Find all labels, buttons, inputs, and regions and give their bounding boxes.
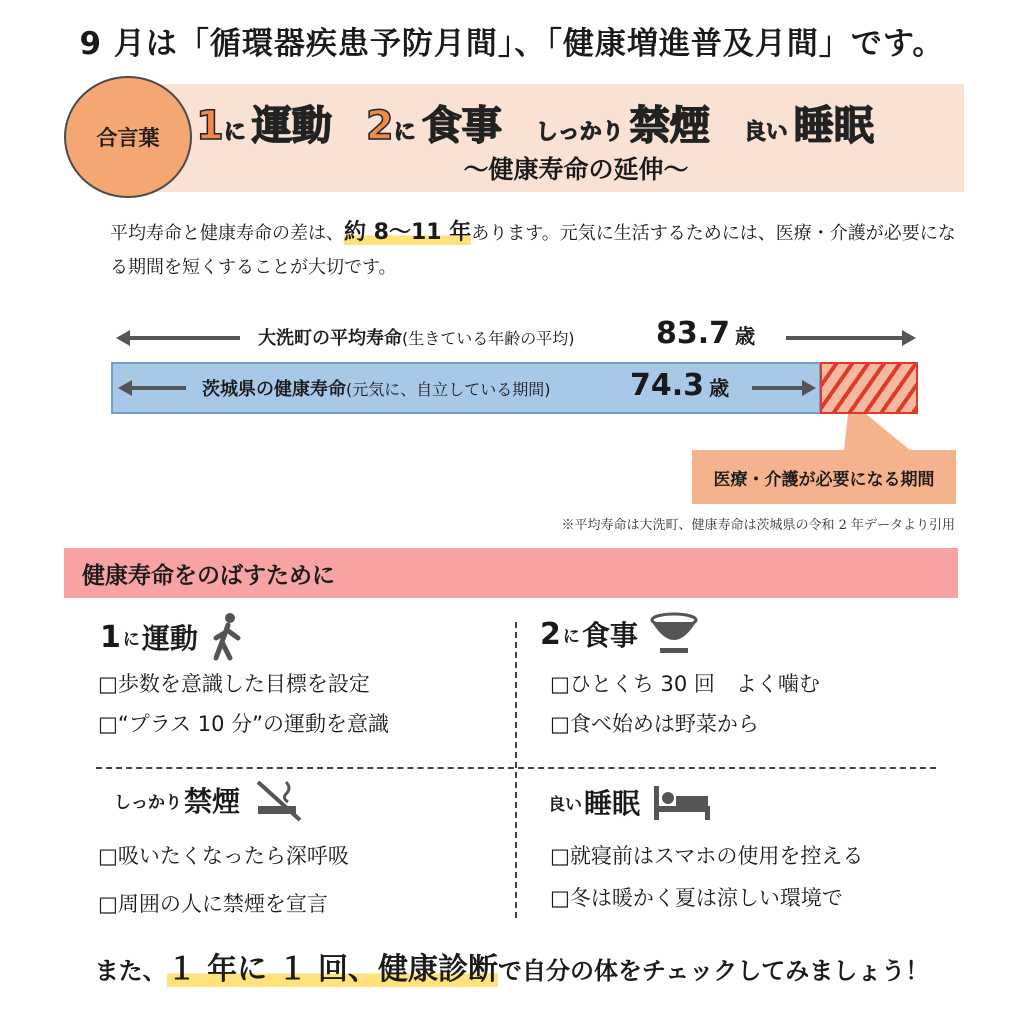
source-note: ※平均寿命は大洗町、健康寿命は茨城県の令和 2 年データより引用 bbox=[561, 518, 955, 533]
healthy-life-value: 74.3 bbox=[630, 368, 705, 403]
exercise-num: 1 bbox=[100, 619, 121, 655]
avg-life-value-group bbox=[656, 316, 755, 351]
page-title: 9 月は「循環器疾患予防月間」、「健康増進普及月間」です。 bbox=[79, 26, 945, 62]
avg-life-title: 大洗町の平均寿命 bbox=[258, 328, 402, 349]
section-header bbox=[64, 548, 958, 598]
diet-title: 食事 bbox=[581, 619, 638, 652]
section-header-title: 健康寿命をのばすために bbox=[82, 562, 335, 589]
exercise-heading bbox=[100, 612, 248, 662]
sleep-item-1: □就寝前はスマホの使用を控える bbox=[550, 844, 864, 868]
healthy-life-title: 茨城県の健康寿命 bbox=[202, 379, 346, 400]
no-smoking-heading bbox=[112, 778, 304, 822]
healthy-arrow-right-icon bbox=[802, 380, 816, 396]
closing-highlight: １ 年に １ 回、健康診断 bbox=[166, 952, 499, 987]
sleep-title: 睡眠 bbox=[584, 787, 641, 820]
diet-num: 2 bbox=[540, 616, 561, 652]
exercise-item-1: □歩数を意識した目標を設定 bbox=[98, 672, 370, 696]
healthy-arrow-right-line bbox=[752, 386, 804, 390]
sleep-small: 良い bbox=[548, 794, 582, 815]
horizontal-divider bbox=[96, 767, 936, 769]
slogan-badge bbox=[64, 76, 192, 198]
healthy-life-value-group bbox=[630, 368, 729, 403]
care-period-bar bbox=[820, 362, 918, 414]
slogan-small-4: 良い bbox=[743, 120, 788, 145]
no-smoking-item-1: □吸いたくなったら深呼吸 bbox=[98, 844, 349, 868]
diet-item-2: □食べ始めは野菜から bbox=[550, 712, 759, 736]
slogan-subtitle: ～健康寿命の延伸～ bbox=[463, 155, 689, 184]
avg-arrow-right-line bbox=[786, 336, 904, 340]
healthy-arrow-left-line bbox=[130, 386, 186, 390]
intro-before: 平均寿命と健康寿命の差は、 bbox=[110, 223, 344, 244]
closing-before: また、 bbox=[94, 957, 167, 985]
avg-life-label bbox=[258, 324, 575, 350]
walking-person-icon bbox=[208, 612, 248, 662]
avg-life-note: (生きている年齢の平均) bbox=[402, 329, 575, 348]
no-smoking-icon bbox=[254, 778, 304, 822]
exercise-small: に bbox=[122, 629, 140, 650]
slogan-diet: 食事 bbox=[421, 103, 502, 149]
exercise-item-2: □“プラス 10 分”の運動を意識 bbox=[98, 712, 390, 736]
healthy-life-label bbox=[202, 375, 551, 401]
avg-life-value: 83.7 bbox=[656, 316, 731, 351]
slogan-num-1: 1 bbox=[196, 103, 224, 149]
care-period-callout bbox=[692, 450, 956, 504]
closing-message bbox=[0, 944, 1024, 988]
no-smoking-item-2: □周囲の人に禁煙を宣言 bbox=[98, 892, 328, 916]
care-period-label: 医療・介護が必要になる期間 bbox=[713, 469, 935, 490]
intro-after: あります。元気に生活するためには、医療・介護が必要になる期間を短くすることが大切です。 bbox=[110, 223, 956, 278]
slogan-num-2: 2 bbox=[365, 103, 394, 149]
intro-paragraph bbox=[110, 216, 970, 285]
sleep-item-2: □冬は暖かく夏は涼しい環境で bbox=[550, 886, 843, 910]
no-smoking-small: しっかり bbox=[114, 792, 182, 813]
slogan-sleep: 睡眠 bbox=[793, 103, 874, 149]
care-callout-pointer bbox=[830, 414, 930, 454]
intro-highlight: 約 8～11 年 bbox=[344, 220, 472, 245]
slogan-small-3: しっかり bbox=[535, 120, 624, 145]
slogan-main bbox=[196, 94, 956, 151]
vertical-divider bbox=[515, 622, 517, 918]
avg-arrow-left-line bbox=[128, 336, 240, 340]
slogan-small-1: に bbox=[223, 120, 246, 145]
slogan-exercise: 運動 bbox=[251, 103, 332, 149]
slogan-no-smoking: 禁煙 bbox=[629, 103, 710, 149]
diet-small: に bbox=[562, 626, 580, 647]
avg-life-unit: 歳 bbox=[735, 324, 756, 348]
diet-item-1: □ひとくち 30 回 よく噛む bbox=[550, 672, 820, 696]
no-smoking-title: 禁煙 bbox=[184, 785, 241, 818]
sleep-heading bbox=[546, 782, 712, 822]
diet-heading bbox=[540, 612, 700, 656]
closing-after: で自分の体をチェックしてみましょう！ bbox=[498, 957, 930, 985]
exercise-title: 運動 bbox=[141, 622, 198, 655]
healthy-life-unit: 歳 bbox=[709, 376, 730, 400]
slogan-small-2: に bbox=[393, 120, 416, 145]
bed-icon bbox=[652, 782, 712, 822]
healthy-life-note: (元気に、自立している期間) bbox=[346, 380, 551, 399]
avg-arrow-right-icon bbox=[902, 330, 916, 346]
slogan-badge-label: 合言葉 bbox=[96, 126, 160, 150]
rice-bowl-icon bbox=[648, 612, 700, 656]
